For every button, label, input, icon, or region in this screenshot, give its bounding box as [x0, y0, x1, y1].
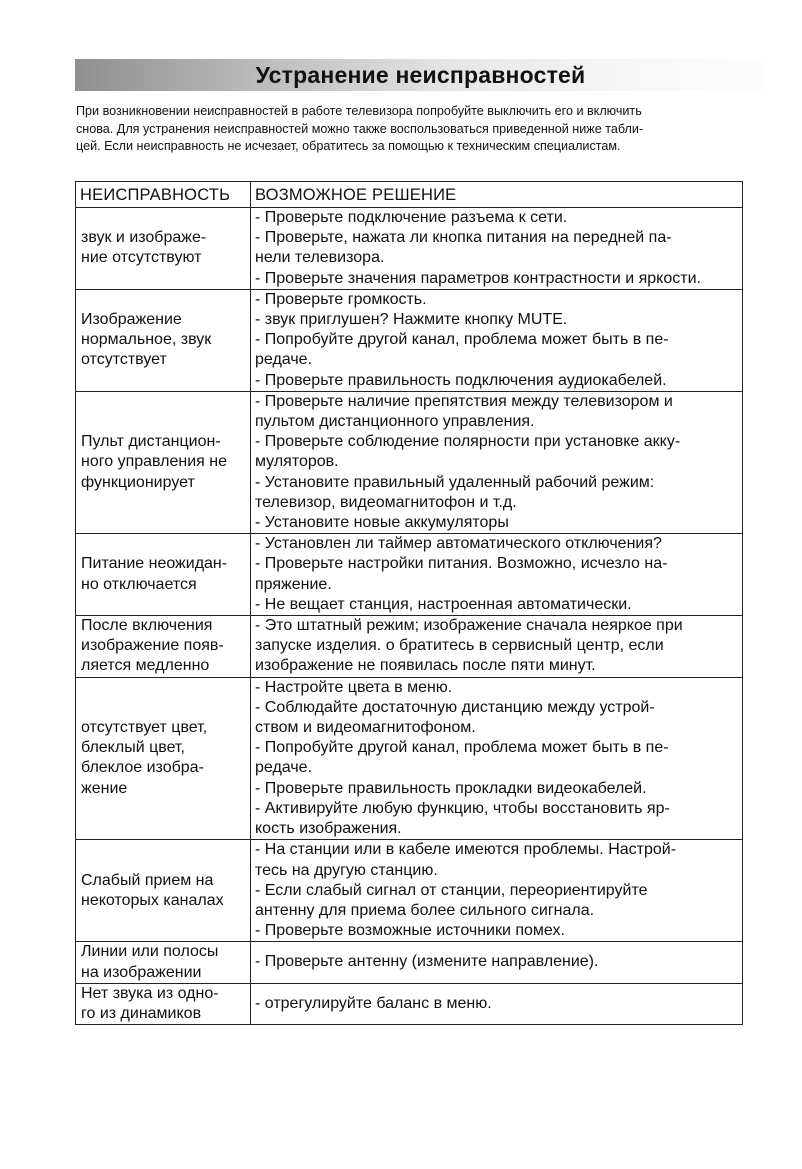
page-title: Устранение неисправностей — [255, 62, 586, 88]
solution-line: - Проверьте громкость. — [255, 290, 427, 308]
problem-cell — [76, 534, 251, 616]
problem-line: на изображении — [81, 963, 202, 981]
solution-line: - Установите правильный удаленный рабочий режим: — [255, 473, 655, 491]
solution-line: - отрегулируйте баланс в меню. — [255, 994, 492, 1012]
intro-line: снова. Для устранения неисправностей можно также воспользоваться приведенной ниже табли- — [76, 121, 644, 136]
solution-line: тесь на другую станцию. — [255, 861, 438, 879]
solution-line: антенну для приема более сильного сигнала. — [255, 901, 595, 919]
solution-line: пультом дистанционного управления. — [255, 413, 535, 431]
solution-line: телевизор, видеомагнитофон и т.д. — [255, 493, 517, 511]
problem-line: звук и изображе- — [81, 229, 207, 247]
solution-cell — [251, 942, 743, 983]
solution-cell — [251, 840, 743, 942]
table-row — [76, 208, 743, 290]
solution-line: изображение не появилась после пяти минут. — [255, 657, 596, 675]
troubleshooting-table — [75, 181, 743, 1025]
title-bar — [75, 59, 766, 91]
problem-cell — [76, 677, 251, 840]
problem-line: отсутствует — [81, 351, 167, 369]
problem-line: отсутствует цвет, — [81, 719, 208, 737]
solution-line: - Проверьте возможные источники помех. — [255, 922, 565, 940]
solution-line: редаче. — [255, 759, 313, 777]
table-row — [76, 391, 743, 533]
table-header-row — [76, 182, 743, 208]
problem-line: некоторых каналах — [81, 891, 224, 909]
problem-line: Слабый прием на — [81, 871, 214, 889]
intro-line: цей. Если неисправность не исчезает, обратитесь за помощью к техническим специалистам. — [76, 139, 621, 154]
solution-line: - Это штатный режим; изображение сначала неяркое при — [255, 617, 683, 635]
problem-cell — [76, 983, 251, 1024]
table-row — [76, 616, 743, 678]
table-row — [76, 677, 743, 840]
problem-cell — [76, 391, 251, 533]
solution-line: - Проверьте подключение разъема к сети. — [255, 209, 568, 226]
problem-line: го из динамиков — [81, 1004, 202, 1022]
problem-line: После включения — [81, 617, 213, 635]
solution-line: - Проверьте антенну (измените направление). — [255, 953, 599, 971]
problem-line: жение — [81, 779, 128, 797]
solution-line: - Проверьте настройки питания. Возможно, исчезло на- — [255, 555, 668, 573]
header-solution: ВОЗМОЖНОЕ РЕШЕНИЕ — [251, 182, 743, 208]
solution-cell — [251, 534, 743, 616]
solution-cell — [251, 983, 743, 1024]
solution-line: нели телевизора. — [255, 249, 385, 267]
solution-line: - Попробуйте другой канал, проблема может быть в пе- — [255, 331, 669, 349]
table-body — [76, 208, 743, 1025]
problem-line: нормальное, звук — [81, 331, 212, 349]
solution-cell — [251, 391, 743, 533]
table-row — [76, 289, 743, 391]
problem-line: Линии или полосы — [81, 943, 219, 961]
problem-cell — [76, 840, 251, 942]
solution-line: - Проверьте соблюдение полярности при установке акку- — [255, 433, 681, 451]
solution-line: - Проверьте наличие препятствия между телевизором и — [255, 392, 673, 410]
problem-cell — [76, 616, 251, 678]
solution-line: кость изображения. — [255, 820, 402, 838]
intro-paragraph — [76, 103, 766, 156]
solution-cell — [251, 677, 743, 840]
problem-line: Нет звука из одно- — [81, 984, 219, 1002]
solution-line: - На станции или в кабеле имеются проблемы. Настрой- — [255, 841, 677, 859]
table-row — [76, 983, 743, 1024]
problem-line: ного управления не — [81, 453, 228, 471]
solution-line: муляторов. — [255, 453, 339, 471]
solution-cell — [251, 289, 743, 391]
solution-line: запуске изделия. о братитесь в сервисный центр, если — [255, 637, 664, 655]
problem-cell — [76, 289, 251, 391]
solution-line: редаче. — [255, 351, 313, 369]
solution-line: - Если слабый сигнал от станции, переориентируйте — [255, 881, 648, 899]
solution-line: пряжение. — [255, 575, 332, 593]
problem-line: ляется медленно — [81, 657, 210, 675]
header-problem: НЕИСПРАВНОСТЬ — [76, 182, 251, 208]
problem-line: блеклый цвет, — [81, 739, 185, 757]
solution-line: - Настройте цвета в меню. — [255, 678, 453, 696]
solution-line: - Установите новые аккумуляторы — [255, 514, 509, 532]
solution-line: - Не вещает станция, настроенная автоматически. — [255, 595, 632, 613]
solution-line: - Проверьте, нажата ли кнопка питания на передней па- — [255, 229, 672, 247]
solution-line: ством и видеомагнитофоном. — [255, 719, 476, 737]
solution-line: - звук приглушен? Нажмите кнопку MUTE. — [255, 311, 568, 329]
problem-line: функционирует — [81, 473, 195, 491]
problem-line: Изображение — [81, 311, 182, 329]
problem-line: изображение появ- — [81, 637, 224, 655]
table-row — [76, 840, 743, 942]
table-row — [76, 534, 743, 616]
problem-line: но отключается — [81, 575, 197, 593]
problem-cell — [76, 208, 251, 290]
solution-line: - Попробуйте другой канал, проблема может быть в пе- — [255, 739, 669, 757]
solution-line: - Активируйте любую функцию, чтобы восстановить яр- — [255, 799, 670, 817]
solution-line: - Проверьте правильность прокладки видеокабелей. — [255, 779, 647, 797]
solution-cell — [251, 208, 743, 290]
solution-cell — [251, 616, 743, 678]
problem-cell — [76, 942, 251, 983]
table-row — [76, 942, 743, 983]
problem-line: Пульт дистанцион- — [81, 433, 221, 451]
problem-line: Питание неожидан- — [81, 555, 228, 573]
solution-line: - Соблюдайте достаточную дистанцию между устрой- — [255, 698, 655, 716]
problem-line: блеклое изобра- — [81, 759, 204, 777]
intro-line: При возникновении неисправностей в работе телевизора попробуйте выключить его и включить — [76, 104, 642, 118]
solution-line: - Проверьте правильность подключения аудиокабелей. — [255, 371, 667, 389]
problem-line: ние отсутствуют — [81, 249, 202, 267]
solution-line: - Проверьте значения параметров контрастности и яркости. — [255, 269, 701, 287]
solution-line: - Установлен ли таймер автоматического отключения? — [255, 535, 662, 553]
